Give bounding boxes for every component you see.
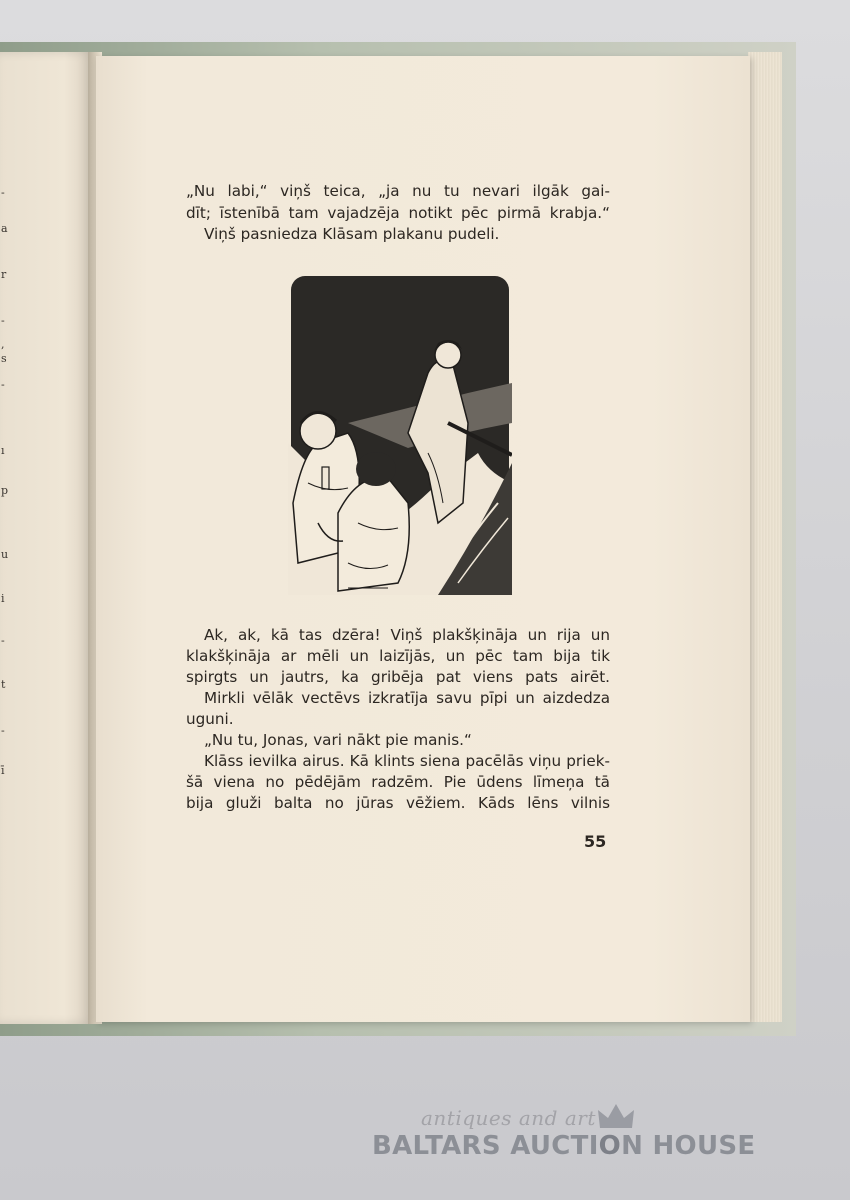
watermark-brand-end: N HOUSE — [621, 1131, 756, 1161]
watermark-brand — [372, 1131, 755, 1161]
left-page-mark: p — [1, 484, 9, 497]
left-page-mark: i — [1, 592, 5, 605]
watermark-brand-start: BALTARS AUCTI — [372, 1131, 599, 1161]
text-line: klakšķināja ar mēli un laizījās, un pēc tam bija tik — [186, 647, 610, 665]
left-page-mark: s — [1, 352, 7, 365]
left-page-mark: - — [1, 186, 5, 199]
text-line: „Nu tu, Jonas, vari nākt pie manis.“ — [204, 731, 472, 749]
left-page-mark: , — [1, 338, 5, 351]
left-page-mark: ı — [1, 444, 5, 457]
text-line: dīt; īstenībā tam vajadzēja notikt pēc pirmā krabja.“ — [186, 204, 610, 222]
left-page-mark: - — [1, 314, 5, 327]
left-page-mark: t — [1, 678, 6, 691]
page-edges — [748, 52, 782, 1022]
text-line: Mirkli vēlāk vectēvs izkratīja savu pīpi un aizdedza — [204, 689, 610, 707]
crown-icon — [596, 1102, 636, 1130]
left-page-mark: r — [1, 268, 7, 281]
text-line: spirgts un jautrs, ka gribēja pat viens pats airēt. — [186, 668, 610, 686]
fisherman-cap — [356, 452, 396, 486]
left-page-mark: ī — [1, 764, 5, 777]
left-page-mark: - — [1, 378, 5, 391]
text-line: „Nu labi,“ viņš teica, „ja nu tu nevari ilgāk gai- — [186, 182, 610, 200]
page-number: 55 — [584, 832, 607, 851]
left-page-mark: - — [1, 634, 5, 647]
watermark-brand-o: O — [598, 1131, 622, 1161]
text-line: Ak, ak, kā tas dzēra! Viņš plakšķināja un rija un — [204, 626, 610, 644]
left-page — [0, 52, 92, 1024]
text-line: Klāss ievilka airus. Kā klints siena pacēlās viņu priek- — [204, 752, 610, 770]
left-page-mark: - — [1, 724, 5, 737]
illustration-boat-scene — [288, 273, 512, 595]
text-line: šā viena no pēdējām radzēm. Pie ūdens līmeņa tā — [186, 773, 610, 791]
left-page-mark: a — [1, 222, 8, 235]
left-page-mark: u — [1, 548, 9, 561]
bottle — [322, 467, 329, 489]
text-line: Viņš pasniedza Klāsam plakanu pudeli. — [204, 225, 500, 243]
watermark-tagline: antiques and art — [421, 1106, 596, 1130]
text-line: bija gluži balta no jūras vēžiem. Kāds lēns vilnis — [186, 794, 610, 812]
text-line: uguni. — [186, 710, 234, 728]
